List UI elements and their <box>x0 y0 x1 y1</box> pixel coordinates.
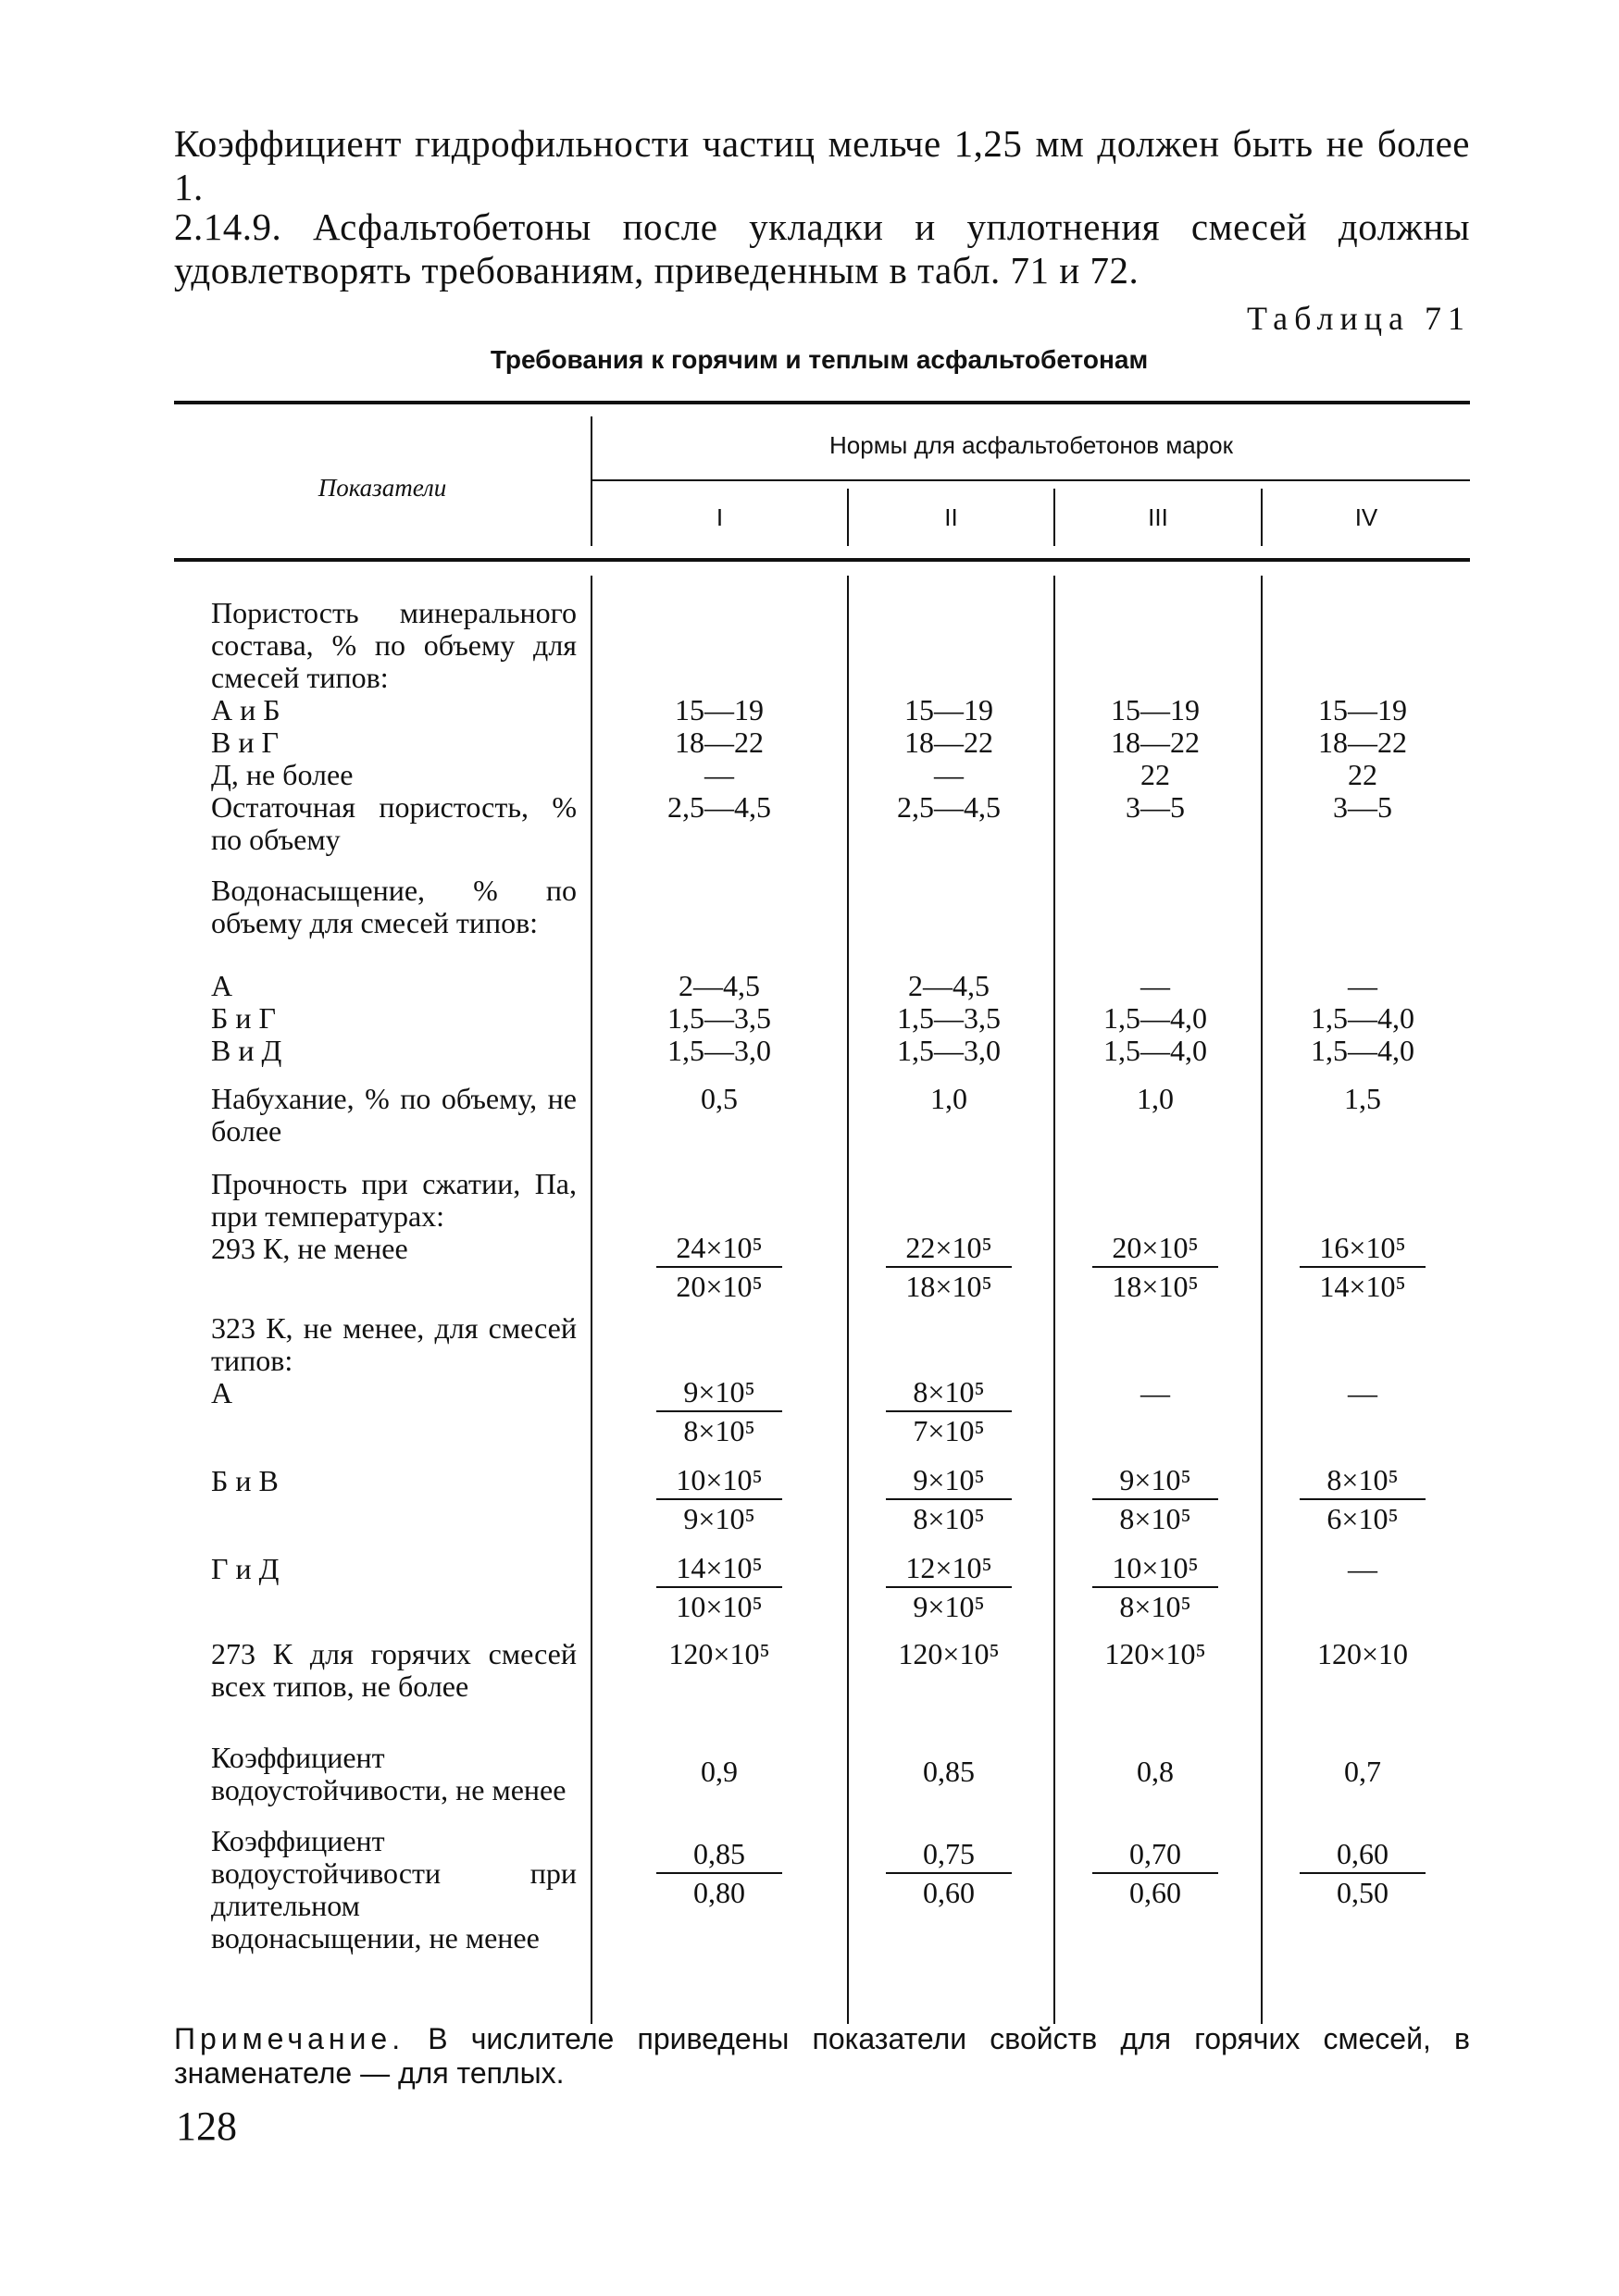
s323bv-I-den: 9×10⁵ <box>683 1502 755 1535</box>
s323bv-III-den: 8×10⁵ <box>1119 1502 1191 1535</box>
kwl-I <box>617 1837 821 1909</box>
porosity-I-ab: 15—19 <box>675 693 764 726</box>
water-IV-vd: 1,5—4,0 <box>1311 1034 1414 1067</box>
s323bv-IV <box>1261 1463 1464 1535</box>
table-top-rule <box>174 401 1470 404</box>
row-label-water: Водонасыщение, % по объему для смесей типов: <box>211 874 577 939</box>
s293-IV-num: 16×10⁵ <box>1319 1231 1406 1264</box>
body-divider-left <box>591 576 592 2024</box>
water-II-a: 2—4,5 <box>908 969 990 1002</box>
s323gd-I <box>617 1551 821 1623</box>
kw-IV: 0,7 <box>1344 1755 1381 1788</box>
water-IV-a: — <box>1348 969 1377 1002</box>
header-mark-2: II <box>944 503 958 531</box>
kwl-II-num: 0,75 <box>923 1837 975 1870</box>
water-III-bg: 1,5—4,0 <box>1103 1001 1207 1035</box>
header-group: Нормы для асфальтобетонов марок <box>829 431 1233 459</box>
header-mark-4: IV <box>1354 503 1378 531</box>
row-label-293: 293 К, не менее <box>211 1232 408 1265</box>
fraction-bar <box>656 1266 782 1268</box>
fraction-bar <box>886 1498 1012 1500</box>
kw-III: 0,8 <box>1137 1755 1174 1788</box>
fraction-bar <box>886 1872 1012 1874</box>
s293-I-den: 20×10⁵ <box>676 1270 763 1303</box>
intro-paragraph-1: Коэффициент гидрофильности частиц мельче 1,25 мм должен быть не более 1. <box>174 122 1470 208</box>
porosity-III-vg: 18—22 <box>1111 726 1200 759</box>
row-label-323-gd: Г и Д <box>211 1552 280 1585</box>
s323a-I-den: 8×10⁵ <box>683 1414 755 1447</box>
s323bv-II-den: 8×10⁵ <box>913 1502 985 1535</box>
s293-III-den: 18×10⁵ <box>1112 1270 1199 1303</box>
porosity-II-res: 2,5—4,5 <box>897 790 1001 824</box>
water-I-vd: 1,5—3,0 <box>667 1034 771 1067</box>
s323a-IV: — <box>1348 1376 1377 1409</box>
row-label-water-vd: В и Д <box>211 1034 282 1067</box>
kwl-I-num: 0,85 <box>693 1837 745 1870</box>
row-label-residual: Остаточная пористость, % по объему <box>211 790 577 856</box>
s323bv-II <box>847 1463 1051 1535</box>
row-label-vg: В и Г <box>211 726 279 759</box>
fraction-bar <box>1092 1872 1218 1874</box>
water-I-bg: 1,5—3,5 <box>667 1001 771 1035</box>
s293-I-num: 24×10⁵ <box>676 1231 763 1264</box>
water-II-bg: 1,5—3,5 <box>897 1001 1001 1035</box>
swell-I: 0,5 <box>701 1082 738 1115</box>
porosity-II-ab: 15—19 <box>904 693 993 726</box>
s323gd-I-den: 10×10⁵ <box>676 1590 763 1623</box>
fraction-bar <box>886 1410 1012 1412</box>
fraction-bar <box>1092 1586 1218 1588</box>
s323gd-II-den: 9×10⁵ <box>913 1590 985 1623</box>
table-title: Требования к горячим и теплым асфальтобетонам <box>490 345 1149 374</box>
kw-I: 0,9 <box>701 1755 738 1788</box>
s323bv-III <box>1053 1463 1257 1535</box>
s323a-II-den: 7×10⁵ <box>913 1414 985 1447</box>
s323gd-III <box>1053 1551 1257 1623</box>
s293-II <box>847 1231 1051 1303</box>
s323gd-I-num: 14×10⁵ <box>676 1551 763 1584</box>
water-IV-bg: 1,5—4,0 <box>1311 1001 1414 1035</box>
fraction-bar <box>1300 1266 1426 1268</box>
kwl-I-den: 0,80 <box>693 1876 745 1909</box>
porosity-III-res: 3—5 <box>1126 790 1185 824</box>
s323gd-II <box>847 1551 1051 1623</box>
porosity-IV-ab: 15—19 <box>1318 693 1407 726</box>
s323a-I <box>617 1375 821 1447</box>
s323bv-I <box>617 1463 821 1535</box>
porosity-IV-vg: 18—22 <box>1318 726 1407 759</box>
header-mark-1: I <box>716 503 724 531</box>
row-label-water-a: А <box>211 969 233 1002</box>
porosity-II-d: — <box>934 758 964 791</box>
row-label-323: 323 К, не менее, для смесей типов: <box>211 1311 577 1377</box>
s293-IV <box>1261 1231 1464 1303</box>
row-label-ab: А и Б <box>211 693 280 726</box>
intro-paragraph-2: 2.14.9. Асфальтобетоны после укладки и уплотнения смесей должны удовлетворять требованиям, приведенным в табл. 71 и 72. <box>174 205 1470 292</box>
s323a-III: — <box>1140 1376 1170 1409</box>
row-label-water-bg: Б и Г <box>211 1001 276 1035</box>
kwl-IV <box>1261 1837 1464 1909</box>
row-label-273: 273 К для горячих смесей всех типов, не более <box>211 1637 577 1703</box>
kw-II: 0,85 <box>923 1755 975 1788</box>
s293-II-den: 18×10⁵ <box>905 1270 992 1303</box>
s323bv-III-num: 9×10⁵ <box>1119 1463 1191 1496</box>
row-label-swell: Набухание, % по объему, не более <box>211 1082 577 1148</box>
porosity-I-vg: 18—22 <box>675 726 764 759</box>
swell-II: 1,0 <box>930 1082 967 1115</box>
fraction-bar <box>886 1586 1012 1588</box>
swell-IV: 1,5 <box>1344 1082 1381 1115</box>
kwl-IV-den: 0,50 <box>1337 1876 1389 1909</box>
kwl-III-num: 0,70 <box>1129 1837 1181 1870</box>
s293-IV-den: 14×10⁵ <box>1319 1270 1406 1303</box>
kwl-II <box>847 1837 1051 1909</box>
note-label: Примечание. <box>174 2022 405 2055</box>
s323bv-IV-den: 6×10⁵ <box>1326 1502 1399 1535</box>
water-II-vd: 1,5—3,0 <box>897 1034 1001 1067</box>
kwl-III <box>1053 1837 1257 1909</box>
header-mark-3: III <box>1148 503 1168 531</box>
water-III-a: — <box>1140 969 1170 1002</box>
s323a-II <box>847 1375 1051 1447</box>
table-number: Таблица 71 <box>1247 300 1471 337</box>
porosity-IV-res: 3—5 <box>1333 790 1392 824</box>
row-label-kw: Коэффициент водоустойчивости, не менее <box>211 1741 567 1806</box>
fraction-bar <box>656 1498 782 1500</box>
porosity-I-d: — <box>704 758 734 791</box>
s273-IV: 120×10 <box>1316 1637 1409 1670</box>
kwl-III-den: 0,60 <box>1129 1876 1181 1909</box>
water-III-vd: 1,5—4,0 <box>1103 1034 1207 1067</box>
row-label-d: Д, не более <box>211 758 354 791</box>
row-label-porosity: Пористость минерального состава, % по объему для смесей типов: <box>211 596 577 694</box>
s323bv-I-num: 10×10⁵ <box>676 1463 763 1496</box>
kwl-IV-num: 0,60 <box>1337 1837 1389 1870</box>
fraction-bar <box>656 1410 782 1412</box>
s323bv-II-num: 9×10⁵ <box>913 1463 985 1496</box>
s323bv-IV-num: 8×10⁵ <box>1326 1463 1399 1496</box>
s273-II: 120×10⁵ <box>898 1637 1000 1670</box>
s323a-I-num: 9×10⁵ <box>683 1375 755 1409</box>
water-I-a: 2—4,5 <box>679 969 760 1002</box>
fraction-bar <box>1092 1266 1218 1268</box>
s323a-II-num: 8×10⁵ <box>913 1375 985 1409</box>
porosity-III-d: 22 <box>1140 758 1170 791</box>
header-bottom-rule <box>174 558 1470 562</box>
porosity-II-vg: 18—22 <box>904 726 993 759</box>
row-label-strength: Прочность при сжатии, Па, при температурах: <box>211 1167 577 1233</box>
fraction-bar <box>1092 1498 1218 1500</box>
fraction-bar <box>886 1266 1012 1268</box>
s293-III <box>1053 1231 1257 1303</box>
row-label-kwl: Коэффициент водоустойчивости при длительном водонасыщении, не менее <box>211 1824 577 1955</box>
kwl-II-den: 0,60 <box>923 1876 975 1909</box>
fraction-bar <box>1300 1498 1426 1500</box>
s273-III: 120×10⁵ <box>1104 1637 1206 1670</box>
s323gd-III-den: 8×10⁵ <box>1119 1590 1191 1623</box>
fraction-bar <box>1300 1872 1426 1874</box>
row-label-323-a: А <box>211 1376 233 1409</box>
header-group-rule <box>592 479 1470 481</box>
page-number: 128 <box>176 2104 237 2149</box>
s323gd-II-num: 12×10⁵ <box>905 1551 992 1584</box>
s323gd-IV: — <box>1348 1552 1377 1585</box>
header-indicators: Показатели <box>318 474 447 502</box>
fraction-bar <box>656 1872 782 1874</box>
s323gd-III-num: 10×10⁵ <box>1112 1551 1199 1584</box>
s293-I <box>617 1231 821 1303</box>
porosity-I-res: 2,5—4,5 <box>667 790 771 824</box>
row-label-323-bv: Б и В <box>211 1464 279 1497</box>
table-note <box>174 2022 1470 2091</box>
s273-I: 120×10⁵ <box>668 1637 770 1670</box>
swell-III: 1,0 <box>1137 1082 1174 1115</box>
porosity-IV-d: 22 <box>1348 758 1377 791</box>
fraction-bar <box>656 1586 782 1588</box>
s293-II-num: 22×10⁵ <box>905 1231 992 1264</box>
note-text: В числителе приведены показатели свойств для горячих смесей, в знаменателе — для теплых. <box>174 2022 1471 2090</box>
porosity-III-ab: 15—19 <box>1111 693 1200 726</box>
s293-III-num: 20×10⁵ <box>1112 1231 1199 1264</box>
